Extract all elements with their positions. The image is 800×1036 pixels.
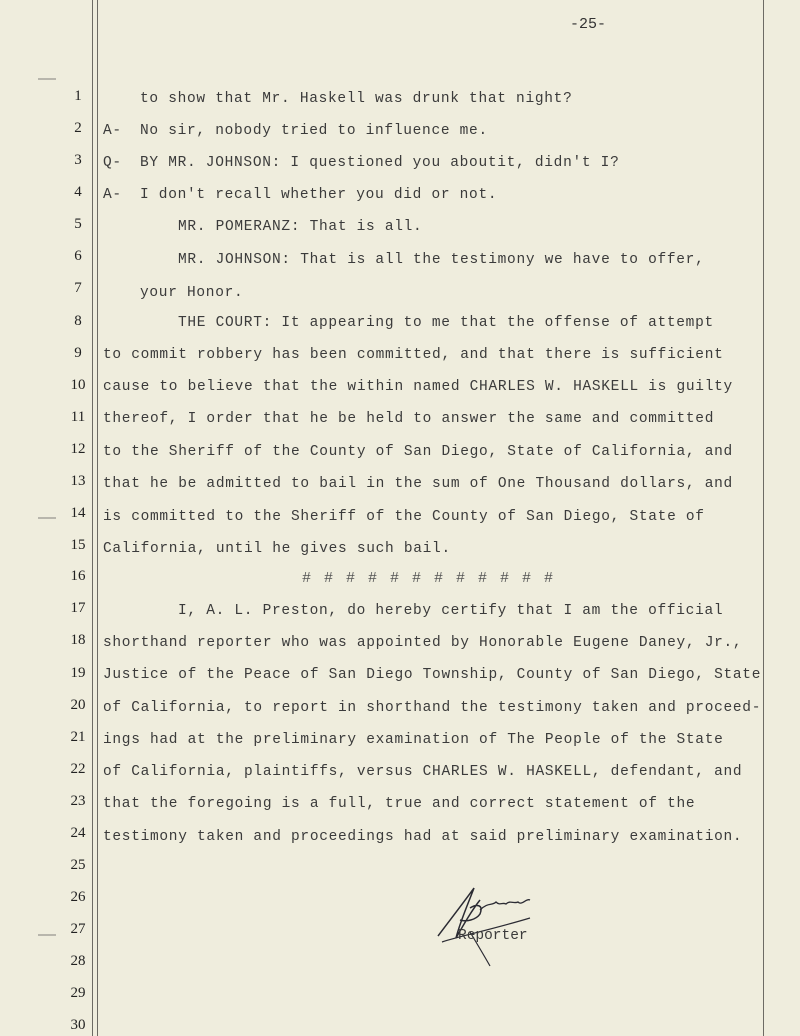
handwritten-signature (430, 880, 540, 970)
line-number: 28 (70, 953, 86, 969)
line-number: 23 (70, 793, 86, 809)
certification-line: ings had at the preliminary examination of The People of the State (103, 732, 724, 748)
line-number: 29 (70, 985, 86, 1001)
line-number: 21 (70, 729, 86, 745)
transcript-line: to the Sheriff of the County of San Diego, State of California, and (103, 444, 733, 460)
binding-tick (38, 78, 56, 80)
page-number: -25- (570, 16, 607, 33)
line-number: 10 (70, 377, 86, 393)
line-number: 30 (70, 1017, 86, 1033)
transcript-line: that he be admitted to bail in the sum of One Thousand dollars, and (103, 476, 733, 492)
answer-marker: A- (103, 123, 122, 139)
certification-line: that the foregoing is a full, true and correct statement of the (103, 796, 696, 812)
transcript-line: thereof, I order that he be held to answer the same and committed (103, 411, 715, 427)
certification-line: testimony taken and proceedings had at said preliminary examination. (103, 829, 743, 845)
transcript-line: MR. JOHNSON: That is all the testimony we have to offer, (178, 252, 705, 268)
section-separator: # # # # # # # # # # # # (302, 570, 556, 587)
line-number: 7 (74, 280, 82, 296)
transcript-line: to commit robbery has been committed, and that there is sufficient (103, 347, 724, 363)
certification-line: Justice of the Peace of San Diego Township, County of San Diego, State (103, 667, 762, 683)
transcript-line: No sir, nobody tried to influence me. (140, 123, 488, 139)
transcript-line: I don't recall whether you did or not. (140, 187, 498, 203)
transcript-line: MR. POMERANZ: That is all. (178, 219, 423, 235)
line-number: 24 (70, 825, 86, 841)
line-number: 19 (70, 665, 86, 681)
transcript-line: cause to believe that the within named CHARLES W. HASKELL is guilty (103, 379, 733, 395)
line-number: 17 (70, 600, 86, 616)
line-number: 2 (74, 120, 82, 136)
line-number: 8 (74, 313, 82, 329)
transcript-line: your Honor. (140, 285, 244, 301)
answer-marker: A- (103, 187, 122, 203)
line-number: 5 (74, 216, 82, 232)
margin-rule-left-inner (97, 0, 98, 1036)
binding-tick (38, 934, 56, 936)
line-number: 13 (70, 473, 86, 489)
reporter-label: Reporter (458, 928, 528, 944)
line-number: 16 (70, 568, 86, 584)
certification-line: shorthand reporter who was appointed by Honorable Eugene Daney, Jr., (103, 635, 743, 651)
transcript-line: BY MR. JOHNSON: I questioned you aboutit, didn't I? (140, 155, 620, 171)
line-number: 15 (70, 537, 86, 553)
certification-line: I, A. L. Preston, do hereby certify that I am the official (178, 603, 724, 619)
margin-rule-left-outer (92, 0, 93, 1036)
line-number: 9 (74, 345, 82, 361)
line-number: 14 (70, 505, 86, 521)
binding-tick (38, 517, 56, 519)
certification-line: of California, to report in shorthand the testimony taken and proceed- (103, 700, 762, 716)
transcript-line: is committed to the Sheriff of the County of San Diego, State of (103, 509, 705, 525)
line-number: 26 (70, 889, 86, 905)
line-number: 3 (74, 152, 82, 168)
certification-line: of California, plaintiffs, versus CHARLES W. HASKELL, defendant, and (103, 764, 743, 780)
transcript-line: THE COURT: It appearing to me that the offense of attempt (178, 315, 714, 331)
line-number: 25 (70, 857, 86, 873)
line-number: 6 (74, 248, 82, 264)
line-number: 20 (70, 697, 86, 713)
line-number: 1 (74, 88, 82, 104)
margin-rule-right (763, 0, 764, 1036)
line-number: 12 (70, 441, 86, 457)
line-number: 27 (70, 921, 86, 937)
transcript-line: California, until he gives such bail. (103, 541, 451, 557)
line-number: 22 (70, 761, 86, 777)
line-number: 11 (70, 409, 86, 425)
line-number: 18 (70, 632, 86, 648)
question-marker: Q- (103, 155, 122, 171)
transcript-line: to show that Mr. Haskell was drunk that night? (140, 91, 573, 107)
line-number: 4 (74, 184, 82, 200)
